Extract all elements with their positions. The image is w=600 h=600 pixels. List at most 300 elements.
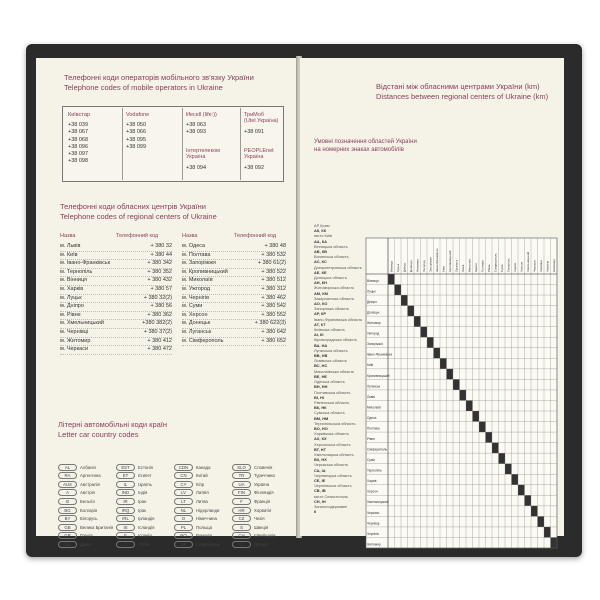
operator-name: lifecell (life:)) xyxy=(186,112,217,118)
region-name: Дніпропетровська область xyxy=(314,264,362,270)
city-name: м. Ужгород xyxy=(182,285,210,292)
region-plate-code: ВО, НО xyxy=(314,425,328,431)
matrix-row-label: Кропивницький xyxy=(367,373,390,378)
letter-code-country: Ізраїль xyxy=(138,481,152,487)
region-plate-code: АС, КС xyxy=(314,259,327,265)
letter-code-item xyxy=(116,489,147,497)
letter-code-item xyxy=(232,497,270,505)
matrix-diagonal-cell xyxy=(505,464,512,475)
letter-code-badge: HR xyxy=(232,507,251,514)
letter-code-country: Словенія xyxy=(254,464,273,470)
regional-row xyxy=(182,329,286,338)
letter-code-country: Хорватія xyxy=(254,507,272,513)
city-name: м. Полтава xyxy=(182,251,211,258)
letter-code-item xyxy=(174,497,208,505)
region-plate-code: СН, ІН xyxy=(314,498,326,504)
region-plate-code: ВЕ, НЕ xyxy=(314,373,327,379)
region-plate-code: АК, КК xyxy=(314,228,327,234)
region-name: Івано-Франківська область xyxy=(314,316,363,322)
letter-code-badge: SLO xyxy=(232,464,251,471)
letter-code-item xyxy=(174,472,208,480)
plates-title-ua-2: на номерних знаках автомобілів xyxy=(314,147,404,153)
regional-row xyxy=(60,243,172,252)
letter-code-country: Польща xyxy=(196,524,213,530)
city-code: + 380 44 xyxy=(150,251,172,258)
matrix-diagonal-cell xyxy=(440,358,447,369)
letter-code-badge: BG xyxy=(58,507,77,514)
regional-row xyxy=(60,320,172,329)
matrix-row-label: Тернопіль xyxy=(367,468,382,473)
letter-code-badge: S xyxy=(232,524,251,531)
matrix-row-label: Чернігів xyxy=(367,531,379,536)
letter-code-badge: CH xyxy=(232,532,251,539)
region-plate-code: АМ, КМ xyxy=(314,290,328,296)
regional-row xyxy=(182,260,286,269)
regional-row xyxy=(60,286,172,295)
letter-code-badge: EST xyxy=(116,464,135,471)
region-name: Полтавська область xyxy=(314,389,351,395)
matrix-col-label: Чернівці xyxy=(539,260,544,272)
distances-title-ua: Відстані між обласними центрами України (km) xyxy=(376,82,540,91)
matrix-col-label: Луцьк xyxy=(396,263,401,272)
letter-code-item xyxy=(174,480,204,488)
matrix-row-label: Миколаїв xyxy=(367,405,381,410)
letter-code-badge: A xyxy=(58,489,77,496)
letter-code-item xyxy=(58,532,93,540)
letter-code-badge: LV xyxy=(174,489,193,496)
region-name: Загальнодержавні xyxy=(314,503,347,509)
regional-row xyxy=(182,320,286,329)
matrix-diagonal-cell xyxy=(401,295,408,306)
city-name: м. Херсон xyxy=(182,311,208,318)
region-plate-code: СВ, ІВ xyxy=(314,488,326,494)
region-name: Рівненська область xyxy=(314,399,350,405)
letter-code-country: Італія xyxy=(138,541,150,547)
region-name: Чернігівська область xyxy=(314,483,352,489)
letter-code-badge: IR xyxy=(116,498,135,505)
region-name: Житомирська область xyxy=(314,285,355,291)
matrix-col-label: Київ xyxy=(441,266,446,272)
letter-code-country: Іспанія xyxy=(138,533,152,539)
operator-name: ТриМоб (Utel Україна) xyxy=(244,112,279,124)
letter-code-country: Фінляндія xyxy=(254,490,274,496)
letter-code-country: Велика Британія xyxy=(80,524,114,530)
city-code: + 380 48 xyxy=(264,243,286,249)
matrix-row-label: Одеса xyxy=(367,415,377,420)
region-plate-code: АР, КР xyxy=(314,311,326,317)
letter-code-badge: B xyxy=(58,498,77,505)
matrix-diagonal-cell xyxy=(388,274,395,285)
letter-code-country: Словаччина xyxy=(196,541,221,547)
region-name: Вінницька область xyxy=(314,243,348,249)
region-plate-code: ВВ, НВ xyxy=(314,353,328,359)
regional-row xyxy=(60,303,172,312)
mobile-title-en: Telephone codes of mobile operators in Ukraine xyxy=(64,83,223,92)
city-name: м. Дніпро xyxy=(60,303,84,310)
letter-code-badge: GB xyxy=(58,524,77,531)
letter-code-item xyxy=(116,463,153,471)
regional-row xyxy=(60,338,172,347)
regional-row xyxy=(60,252,172,261)
operator-codes: +38 092 xyxy=(244,165,265,171)
letter-code-item xyxy=(232,472,275,480)
plates-title-ua: Умовні позначення областей України xyxy=(314,139,417,145)
region-name: місто Севастополь xyxy=(314,493,348,499)
letter-code-badge: LT xyxy=(174,498,193,505)
matrix-row-label: Рівне xyxy=(367,436,376,441)
matrix-diagonal-cell xyxy=(499,453,506,464)
region-name: Чернівецька область xyxy=(314,472,352,478)
matrix-row-label: Хмельницький xyxy=(367,500,389,505)
matrix-col-label: Дніпро xyxy=(402,262,407,272)
matrix-diagonal-cell xyxy=(421,327,428,338)
letter-code-item xyxy=(174,515,217,523)
regional-row xyxy=(182,243,286,252)
region-plate-code: АЕ, КЕ xyxy=(314,269,327,275)
region-plate-code: ВН, НН xyxy=(314,384,328,390)
letter-code-item xyxy=(232,480,269,488)
matrix-diagonal-cell xyxy=(544,527,551,538)
matrix-col-label: Кропивницький xyxy=(448,250,453,272)
region-name: Запорізька область xyxy=(314,306,350,312)
matrix-diagonal-cell xyxy=(473,411,480,422)
operator-divider xyxy=(182,108,183,180)
city-code: + 380 472 xyxy=(147,346,172,353)
matrix-row-label: Дніпро xyxy=(367,299,377,304)
regional-title-ua: Телефонні коди обласних центрів України xyxy=(60,202,206,211)
letter-code-country: Швейцарія xyxy=(254,533,276,539)
matrix-diagonal-cell xyxy=(479,422,486,433)
letter-code-country: Ірландія xyxy=(138,516,155,522)
letter-code-country: Болгарія xyxy=(80,507,98,513)
operator-codes: +38 094 xyxy=(186,165,207,171)
city-code: + 380 412 xyxy=(147,337,172,344)
letter-code-country: Естонія xyxy=(138,464,153,470)
letter-code-country: Ірак xyxy=(138,507,146,513)
regional-title-en: Telephone codes of regional centers of Ukraine xyxy=(60,212,217,221)
left-page xyxy=(36,58,297,547)
letter-code-item xyxy=(232,532,276,540)
city-name: м. Черкаси xyxy=(60,346,89,353)
letter-code-item xyxy=(232,540,267,548)
city-name: м. Донецьк xyxy=(182,320,211,327)
matrix-col-label: Миколаїв xyxy=(467,259,472,272)
letter-code-country: Білорусь xyxy=(80,516,98,522)
letter-code-badge: SK xyxy=(174,541,193,548)
mobile-title-ua: Телефонні коди операторів мобільного зв'язку України xyxy=(64,73,254,82)
matrix-col-label: Рівне xyxy=(487,264,492,272)
region-plate-list xyxy=(314,223,368,514)
operator-divider xyxy=(240,108,241,180)
city-code: + 380 362 xyxy=(147,311,172,318)
city-name: м. Вінниця xyxy=(60,277,88,284)
city-code: + 380 532 xyxy=(261,251,286,258)
operator-codes: +38 039 +38 067 +38 068 +38 096 +38 097 +38 098 xyxy=(68,122,89,165)
region-name: Луганська область xyxy=(314,347,348,353)
letter-code-badge: CN xyxy=(174,472,193,479)
matrix-row-label: Луганськ xyxy=(367,384,380,389)
matrix-diagonal-cell xyxy=(486,432,493,443)
regional-row xyxy=(182,252,286,261)
regional-row xyxy=(182,338,286,347)
letter-code-item xyxy=(116,497,146,505)
letter-code-badge: CDN xyxy=(174,464,193,471)
matrix-col-label: Суми xyxy=(500,264,505,272)
letter-code-badge: ET xyxy=(116,472,135,479)
city-name: м. Запоріжжя xyxy=(182,260,216,267)
letter-code-country: Китай xyxy=(196,473,208,479)
letter-code-country: Аргентина xyxy=(80,473,101,479)
region-plate-code: АТ, КТ xyxy=(314,321,326,327)
matrix-row-label: Львів xyxy=(367,394,375,399)
letter-code-badge: DK xyxy=(58,541,77,548)
matrix-row-label: Луцьк xyxy=(367,289,376,294)
city-code: + 380 512 xyxy=(261,277,286,284)
region-plate-code: ВМ, НМ xyxy=(314,415,329,421)
regional-row xyxy=(182,286,286,295)
letter-code-item xyxy=(174,506,219,514)
letter-code-item xyxy=(174,489,209,497)
city-name: м. Сімферополь xyxy=(182,337,224,344)
city-code: + 380 652 xyxy=(261,337,286,344)
matrix-col-label: Івано-Франківськ xyxy=(435,248,440,272)
city-name: м. Луцьк xyxy=(60,294,82,301)
letter-code-country: Латвія xyxy=(196,490,209,496)
matrix-row-label: Запоріжжя xyxy=(367,342,383,347)
matrix-row-label: Житомир xyxy=(367,542,381,547)
region-plate-code: ВІ, НІ xyxy=(314,394,324,400)
col-code-left: Телефонний код xyxy=(116,233,159,239)
letter-code-country: Єгипет xyxy=(138,473,152,479)
matrix-diagonal-cell xyxy=(395,285,402,296)
city-code: + 380 56 xyxy=(150,303,172,310)
city-name: м. Харків xyxy=(60,285,84,292)
letter-code-country: Франція xyxy=(254,498,271,504)
letter-code-country: Туреччина xyxy=(254,473,275,479)
regional-row xyxy=(60,329,172,338)
operator-codes: +38 063 +38 093 xyxy=(186,122,207,136)
region-name: Київська область xyxy=(314,327,345,333)
letter-code-country: Швеція xyxy=(254,524,269,530)
letter-code-badge: I xyxy=(116,541,135,548)
region-name: Сумська область xyxy=(314,410,345,416)
regional-row xyxy=(60,269,172,278)
matrix-row-label: Київ xyxy=(367,363,374,368)
operator-codes: +38 091 xyxy=(244,129,265,135)
letter-code-item xyxy=(58,489,95,497)
letter-code-country: Албанія xyxy=(80,464,96,470)
matrix-diagonal-cell xyxy=(525,495,532,506)
letter-code-country: Данія xyxy=(80,541,91,547)
letter-code-item xyxy=(174,523,212,531)
letter-code-country: Індія xyxy=(138,490,148,496)
matrix-diagonal-cell xyxy=(512,474,519,485)
letter-code-item xyxy=(174,540,220,548)
matrix-row-label: Донецьк xyxy=(367,310,380,315)
city-code: +380 382(2) xyxy=(142,320,172,327)
letter-code-badge: IRQ xyxy=(116,507,135,514)
region-name: Волинська область xyxy=(314,254,349,260)
letter-code-item xyxy=(116,523,154,531)
city-name: м. Львів xyxy=(60,243,81,249)
matrix-row-label: Харків xyxy=(367,479,377,484)
letters-title-ua: Літерні автомобільні коди країн xyxy=(58,420,168,429)
region-name: Одеська область xyxy=(314,379,345,385)
matrix-diagonal-cell xyxy=(414,316,421,327)
regional-row xyxy=(182,295,286,304)
region-name: Херсонська область xyxy=(314,441,351,447)
city-name: м. Чернігів xyxy=(182,294,210,301)
letter-code-badge: AL xyxy=(58,464,77,471)
letters-title-en: Letter car country codes xyxy=(58,430,139,439)
letter-code-item xyxy=(116,540,149,548)
letter-code-badge: CY xyxy=(174,481,193,488)
matrix-diagonal-cell xyxy=(518,485,525,496)
operator-divider xyxy=(122,108,123,180)
region-name: Тернопільська область xyxy=(314,420,356,426)
region-name: Донецька область xyxy=(314,275,347,281)
matrix-row-label: Полтава xyxy=(367,426,380,431)
matrix-diagonal-cell xyxy=(538,516,545,527)
region-plate-code: ВА, НА xyxy=(314,342,328,348)
letter-code-item xyxy=(116,472,152,480)
matrix-diagonal-cell xyxy=(466,400,473,411)
letter-code-item xyxy=(232,489,274,497)
letter-code-item xyxy=(116,506,146,514)
matrix-col-label: Сімферополь xyxy=(493,253,498,272)
regional-row xyxy=(182,277,286,286)
city-code: + 380 57 xyxy=(150,285,172,292)
matrix-row-label: Чернівці xyxy=(367,521,380,526)
letter-code-country: Кіпр xyxy=(196,481,205,487)
region-plate-code: СЕ, ІЕ xyxy=(314,477,326,483)
city-code: + 380 642 xyxy=(261,328,286,335)
matrix-col-label: Львів xyxy=(461,264,466,272)
region-plate-code: АН, КН xyxy=(314,280,327,286)
letter-code-item xyxy=(58,497,95,505)
city-name: м. Тернопіль xyxy=(60,268,93,275)
city-code: + 380 522 xyxy=(261,268,286,275)
matrix-diagonal-cell xyxy=(492,443,499,454)
letter-code-badge: CZ xyxy=(232,515,251,522)
letter-code-badge: IRL xyxy=(116,515,135,522)
matrix-col-label: Тернопіль xyxy=(506,258,511,272)
letter-code-badge: NL xyxy=(174,507,193,514)
matrix-row-label: Черкаси xyxy=(367,510,380,515)
letter-code-item xyxy=(232,506,271,514)
region-plate-code: ВТ, НТ xyxy=(314,446,326,452)
letter-code-item xyxy=(232,515,265,523)
matrix-diagonal-cell xyxy=(551,537,558,548)
matrix-row-label: Івано-Франківськ xyxy=(367,352,393,357)
matrix-row-label: Сімферополь xyxy=(367,447,388,452)
matrix-row-label: Вінниця xyxy=(367,278,379,283)
letter-code-badge: IL xyxy=(116,481,135,488)
letter-code-country: Нідерланди xyxy=(196,507,220,513)
city-name: м. Житомир xyxy=(60,337,91,344)
operator-codes: +38 050 +38 066 +38 095 +38 099 xyxy=(126,122,147,150)
region-name: Харківська область xyxy=(314,431,349,437)
letter-code-item xyxy=(58,515,98,523)
region-name: Закарпатська область xyxy=(314,295,354,301)
right-page xyxy=(300,58,564,547)
regional-row xyxy=(182,303,286,312)
region-plate-code: АА, КА xyxy=(314,238,327,244)
region-name: Черкаська область xyxy=(314,462,349,468)
operator-name: PEOPLEnet Україна xyxy=(244,148,274,160)
region-name: Львівська область xyxy=(314,358,347,364)
col-name-right: Назва xyxy=(182,233,198,239)
letter-code-badge: IS xyxy=(116,524,135,531)
letter-code-country: Австрія xyxy=(80,490,95,496)
city-name: м. Луганськ xyxy=(182,328,212,335)
matrix-col-label: Одеса xyxy=(474,263,479,272)
letter-code-item xyxy=(174,532,212,540)
letter-code-item xyxy=(58,506,97,514)
regional-row xyxy=(60,277,172,286)
regional-row xyxy=(60,346,172,355)
region-plate-code: СА, ІА xyxy=(314,467,326,473)
col-code-right: Телефонний код xyxy=(234,233,277,239)
letter-code-country: Греція xyxy=(80,533,93,539)
matrix-col-label: Херсон xyxy=(519,261,524,272)
region-plate-code: АХ, КХ xyxy=(314,436,327,442)
letter-code-country: Румунія xyxy=(196,533,212,539)
letter-code-badge: RO xyxy=(174,532,193,539)
letter-code-item xyxy=(232,523,268,531)
letter-code-country: Литва xyxy=(196,498,208,504)
matrix-col-label: Житомир xyxy=(415,259,420,272)
region-plate-code: ВХ, НХ xyxy=(314,457,327,463)
distances-title-en: Distances between regional centers of Ukraine (km) xyxy=(376,92,549,101)
letter-code-country: Чехія xyxy=(254,516,265,522)
letter-code-item xyxy=(174,463,211,471)
region-plate-code: ВК, НК xyxy=(314,405,327,411)
letter-code-country: Німеччина xyxy=(196,516,217,522)
matrix-col-label: Вінниця xyxy=(389,261,394,272)
city-code: + 380 32 xyxy=(150,243,172,249)
regional-list-right xyxy=(182,243,286,346)
city-code: + 380 622(3) xyxy=(254,320,286,327)
city-name: м. Суми xyxy=(182,303,203,310)
region-name: Кіровоградська область xyxy=(314,337,358,343)
letter-code-badge: AUS xyxy=(58,481,77,488)
letter-code-badge: UA xyxy=(232,481,251,488)
letter-code-badge: F xyxy=(232,498,251,505)
matrix-row-label: Херсон xyxy=(367,489,378,494)
region-plate-code: ВС, НС xyxy=(314,363,328,369)
city-code: + 380 312 xyxy=(261,285,286,292)
city-name: м. Миколаїв xyxy=(182,277,213,284)
letter-code-item xyxy=(58,540,91,548)
matrix-col-label: Ужгород xyxy=(422,260,427,272)
letter-code-country: Канада xyxy=(196,464,211,470)
letter-code-item xyxy=(58,523,113,531)
city-name: м. Чернівці xyxy=(60,328,89,335)
regional-row xyxy=(182,269,286,278)
matrix-diagonal-cell xyxy=(460,390,467,401)
matrix-row-label: Ужгород xyxy=(367,331,380,336)
operator-name: Інтертелеком Україна xyxy=(186,148,220,160)
letter-code-item xyxy=(116,532,152,540)
region-plate-code: АІ, КІ xyxy=(314,332,324,338)
matrix-diagonal-cell xyxy=(447,369,454,380)
letter-code-badge: IND xyxy=(116,489,135,496)
city-name: м. Кропивницький xyxy=(182,268,228,275)
letter-code-badge: RA xyxy=(58,472,77,479)
city-name: м. Київ xyxy=(60,251,78,258)
regional-row xyxy=(182,312,286,321)
